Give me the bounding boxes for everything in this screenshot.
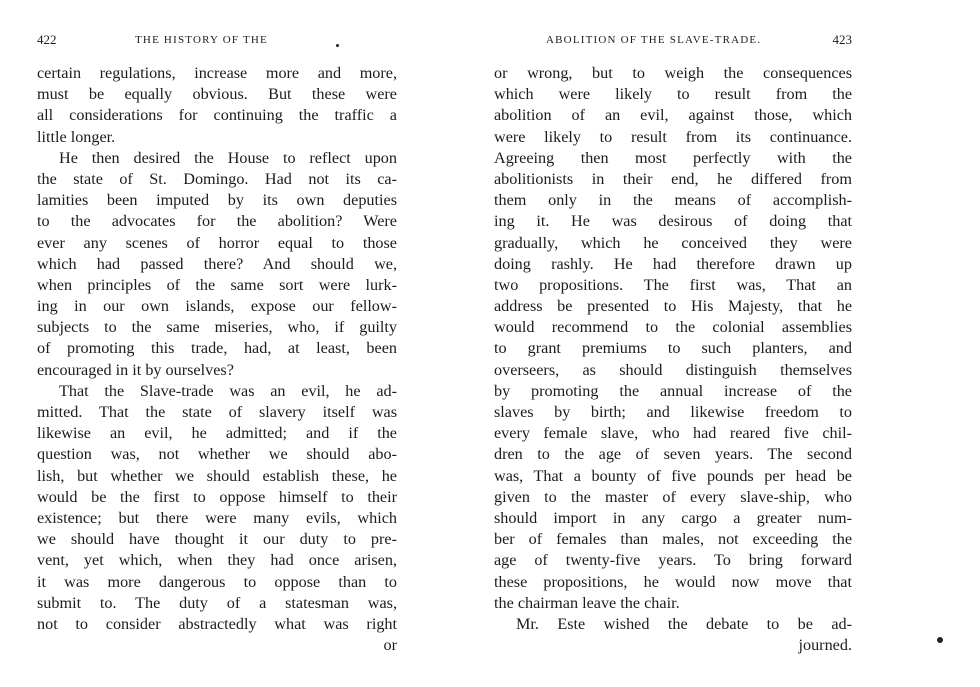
text-line: vent, yet which, when they had once arisen, [37, 551, 397, 570]
right-page [490, 0, 980, 687]
text-line: age of twenty-five years. To bring forward [494, 551, 852, 570]
text-line: the state of St. Domingo. Had not its ca- [37, 169, 397, 188]
text-line: encouraged in it by ourselves? [37, 360, 234, 379]
right-running-title: ABOLITION OF THE SLAVE-TRADE. [546, 34, 762, 46]
text-line: That the Slave-trade was an evil, he ad- [59, 381, 397, 400]
text-line: we should have thought it our duty to pre- [37, 530, 397, 549]
text-line: likewise an evil, he admitted; and if the [37, 424, 397, 443]
text-line: Agreeing then most perfectly with the [494, 148, 852, 167]
text-line: by promoting the annual increase of the [494, 381, 852, 400]
text-line: journed. [798, 636, 852, 655]
text-line: when principles of the same sort were lurk- [37, 275, 397, 294]
text-line: them only in the means of accomplish- [494, 191, 852, 210]
right-page-text [494, 63, 852, 656]
text-line: or wrong, but to weigh the consequences [494, 64, 852, 82]
left-page-text [37, 63, 397, 656]
text-line: lish, but whether we should establish these, he [37, 466, 397, 485]
text-line: lamities been imputed by its own deputies [37, 191, 397, 210]
catchword: or [383, 636, 397, 655]
text-line: which had passed there? And should we, [37, 254, 397, 273]
text-line: certain regulations, increase more and more, [37, 64, 397, 82]
text-line: should import in any cargo a greater num- [494, 508, 852, 527]
left-page-number: 422 [37, 32, 57, 47]
ink-speck [937, 637, 943, 643]
text-line: He then desired the House to reflect upon [59, 148, 397, 167]
text-line: mitted. That the state of slavery itself was [37, 403, 397, 421]
text-line: ing it. He was desirous of doing that [494, 212, 852, 231]
text-line: of promoting this trade, had, at least, been [37, 339, 397, 358]
text-line: slaves by birth; and likewise freedom to [494, 403, 852, 421]
text-line: given to the master of every slave-ship, who [494, 487, 852, 506]
right-page-header [490, 32, 852, 52]
text-line: which were likely to result from the [494, 85, 852, 104]
text-line: Mr. Este wished the debate to be ad- [516, 614, 852, 633]
ink-speck [336, 44, 339, 47]
text-line: not to consider abstractedly what was right [37, 614, 397, 633]
text-line: every female slave, who had reared five chil- [494, 424, 852, 443]
text-line: question was, not whether we should abo- [37, 445, 397, 464]
text-line: ever any scenes of horror equal to those [37, 233, 397, 252]
text-line: ing in our own islands, expose our fellow- [37, 297, 397, 316]
right-page-number: 423 [832, 32, 852, 47]
text-line: existence; but there were many evils, which [37, 508, 397, 527]
text-line: abolition of an evil, against those, which [494, 106, 852, 125]
text-line: address be presented to His Majesty, that he [494, 297, 852, 316]
text-line: these propositions, he would now move that [494, 572, 852, 591]
text-line: was, That a bounty of five pounds per head be [494, 466, 852, 485]
text-line: overseers, as should distinguish themselves [494, 360, 852, 379]
text-line: to the advocates for the abolition? Were [37, 212, 397, 231]
text-line: subjects to the same miseries, who, if guilty [37, 318, 397, 337]
text-line: doing rashly. He had therefore drawn up [494, 254, 852, 273]
text-line: must be equally obvious. But these were [37, 85, 397, 104]
text-line: it was more dangerous to oppose than to [37, 572, 397, 591]
text-line: two propositions. The first was, That an [494, 275, 852, 294]
text-line: dren to the age of seven years. The second [494, 445, 852, 464]
text-line: were likely to result from its continuance. [494, 127, 852, 146]
left-page-header [37, 32, 397, 52]
text-line: all considerations for continuing the traffic a [37, 106, 397, 125]
text-line: would be the first to oppose himself to their [37, 487, 397, 506]
text-line: gradually, which he conceived they were [494, 233, 852, 252]
left-running-title: THE HISTORY OF THE [135, 34, 268, 46]
text-line: the chairman leave the chair. [494, 593, 680, 612]
text-line: ber of females than males, not exceeding the [494, 530, 852, 549]
text-line: would recommend to the colonial assemblies [494, 318, 852, 337]
text-line: submit to. The duty of a statesman was, [37, 593, 397, 612]
text-line: to grant premiums to such planters, and [494, 339, 852, 358]
text-line: abolitionists in their end, he differed from [494, 169, 852, 188]
text-line: little longer. [37, 127, 116, 146]
